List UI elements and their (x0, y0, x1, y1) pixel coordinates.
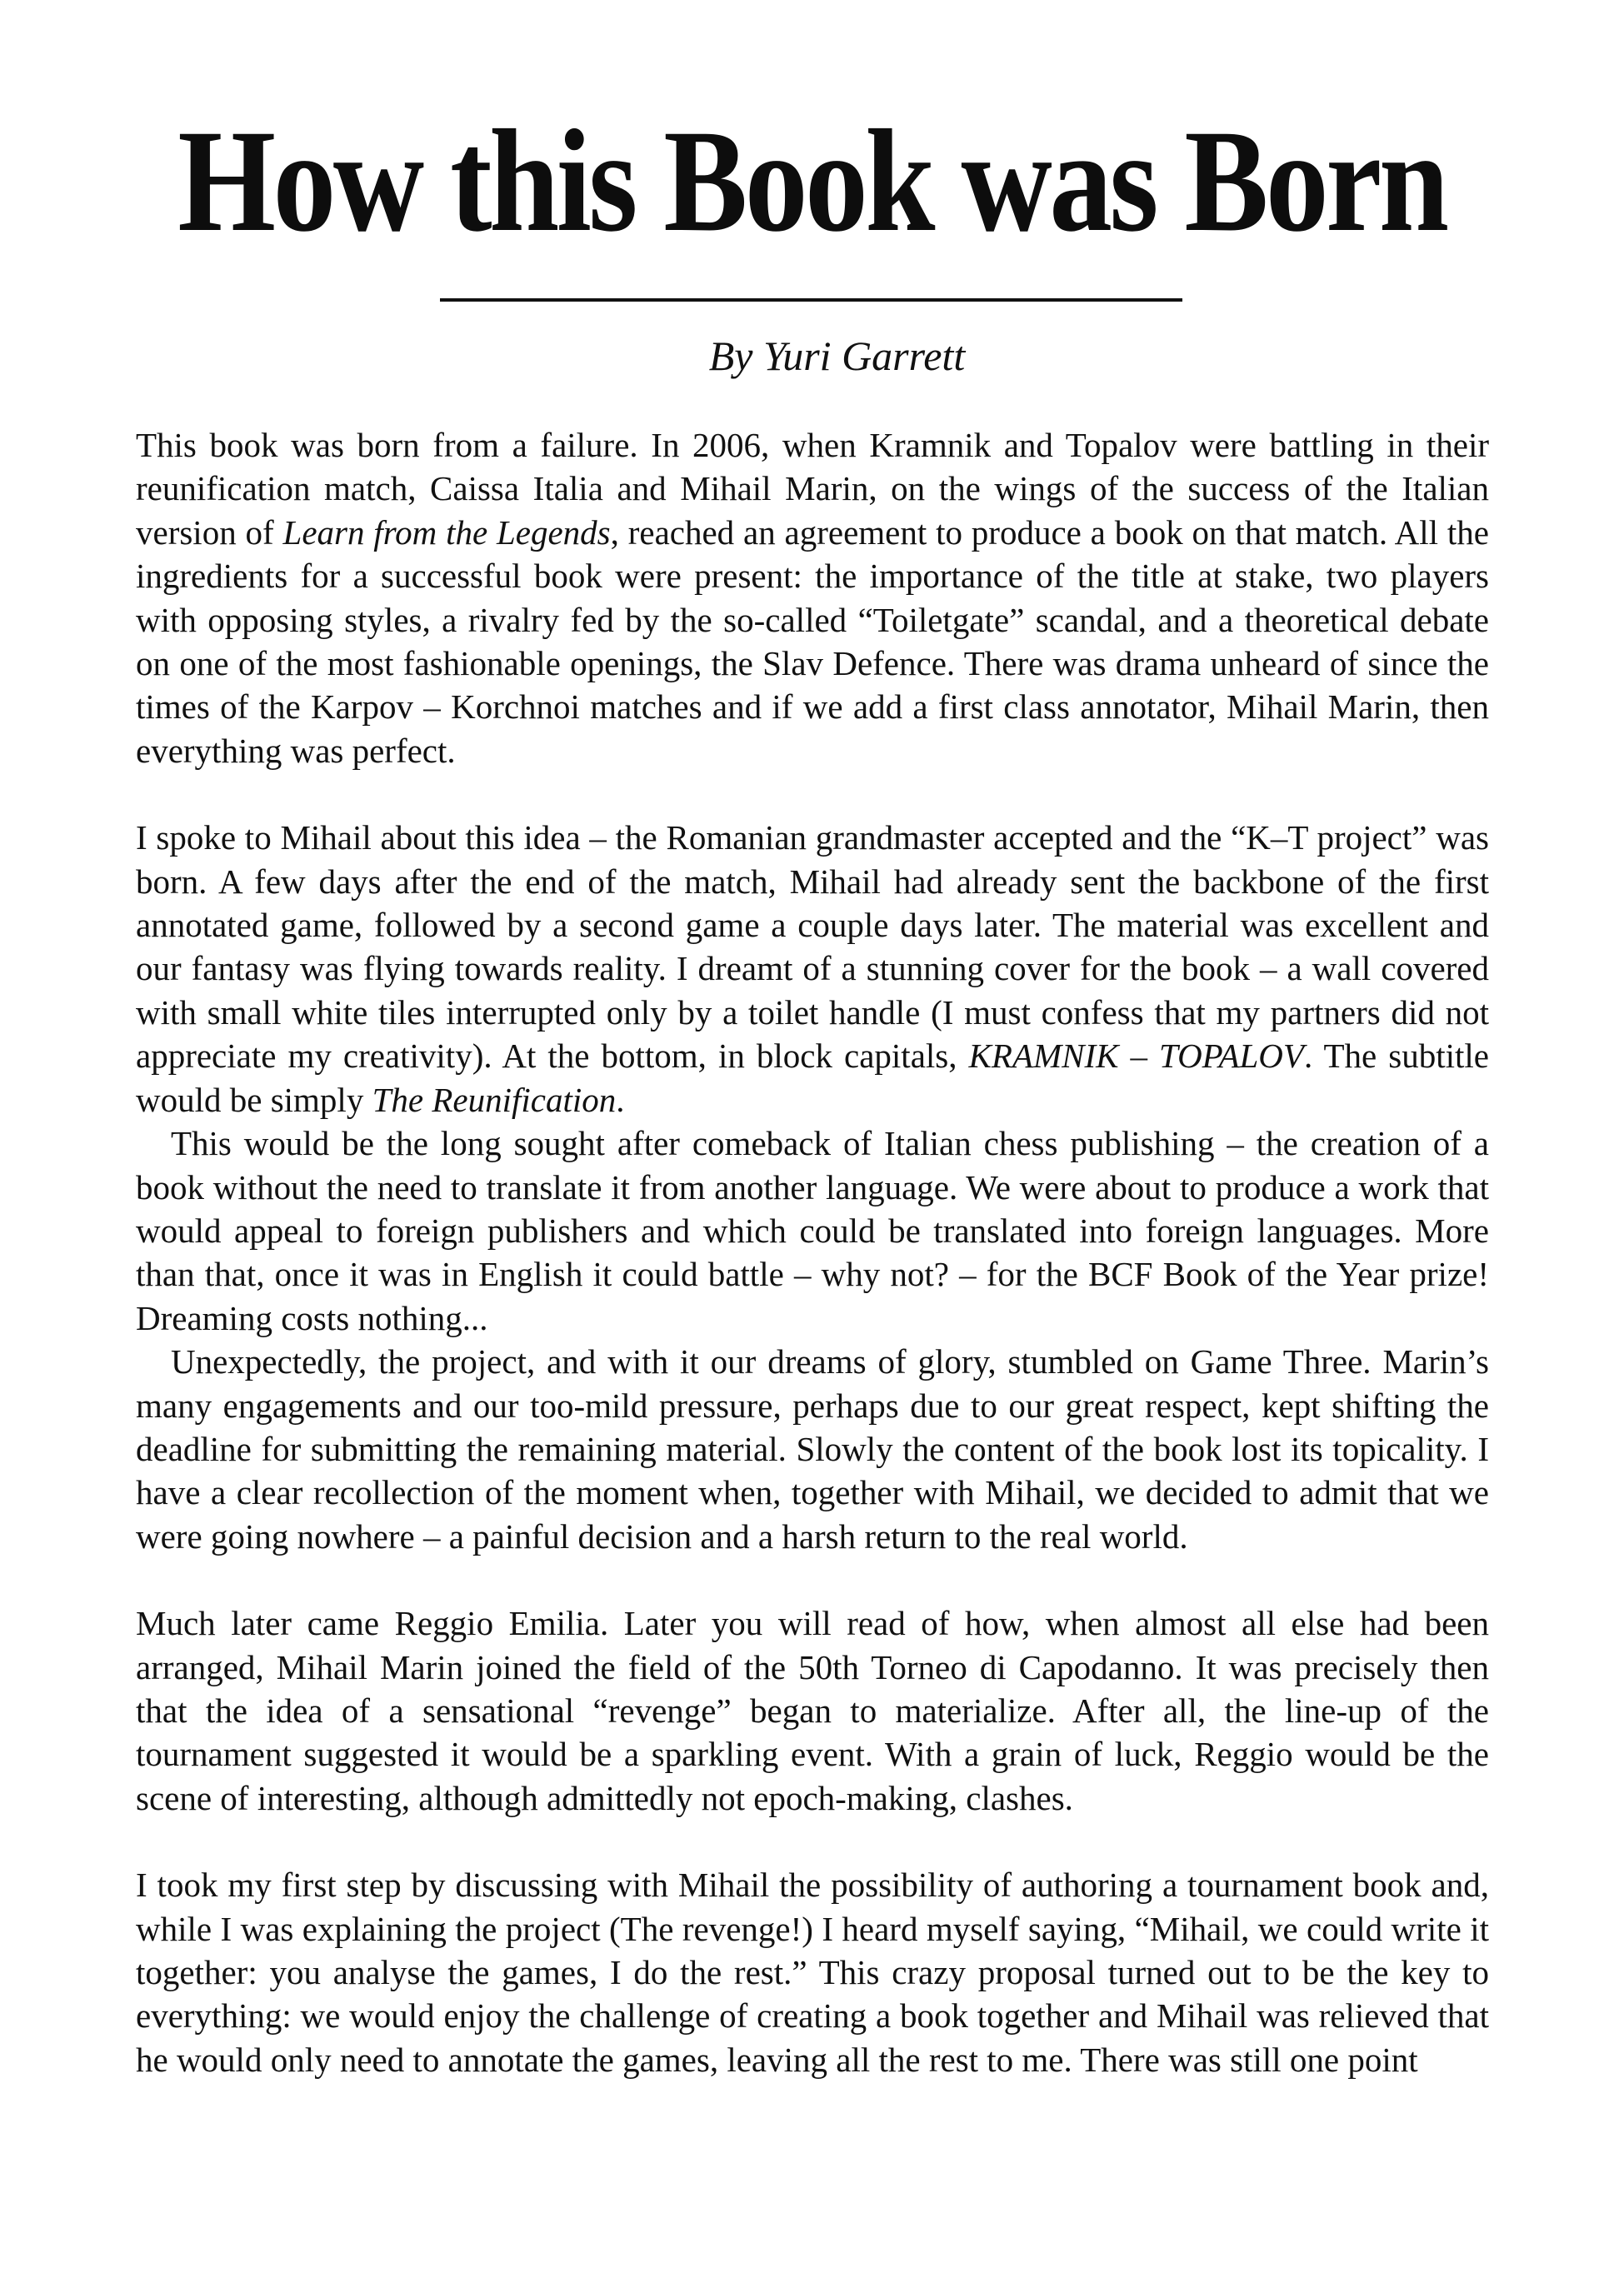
paragraph-text: , reached an agreement to produce a book on that match. All the ingredients for a successful book were present: the importance of the title at stake, two players with opposing styles, a rivalry fed by the so-called “Toiletgate” scandal, and a theoretical debate on one of the most fashionable openings, the Slav Defence. There was drama unheard of since the times of the Karpov – Korchnoi matches and if we add a first class annotator, Mihail Marin, then everything was perfect. (136, 512, 1489, 770)
paragraph (136, 816, 1489, 1122)
author-byline: By Yuri Garrett (708, 332, 966, 379)
paragraph (136, 1863, 1489, 2081)
paragraph-text: Much later came Reggio Emilia. Later you will read of how, when almost all else had been arranged, Mihail Marin joined the field of the 50th Torneo di Capodanno. It was precisely then that the idea of a sensational “revenge” began to materialize. After all, the line-up of the tournament suggested it would be a sparkling event. With a grain of luck, Reggio would be the scene of interesting, although admittedly not epoch-making, clashes. (136, 1604, 1489, 1817)
paragraph (136, 1122, 1489, 1340)
paragraph-text: I took my first step by discussing with Mihail the possibility of authoring a tournament book and, while I was explaining the project (The revenge!) I heard myself saying, “Mihail, we could write it together: you analyse the games, I do the rest.” This crazy proposal turned out to be the key to everything: we would enjoy the challenge of creating a book together and Mihail was relieved that he would only need to annotate the games, leaving all the rest to me. There was still one point (136, 1866, 1489, 2079)
paragraph-text: . (616, 1080, 625, 1119)
italic-title-text: The Reunification (372, 1080, 617, 1119)
paragraph-text: This would be the long sought after comeback of Italian chess publishing – the creation of a book without the need to translate it from another language. We were about to produce a work that would appeal to foreign publishers and which could be translated into foreign languages. More than that, once it was in English it could battle – why not? – for the BCF Book of the Year prize! Dreaming costs nothing... (136, 1124, 1489, 1337)
paragraph-text: I spoke to Mihail about this idea – the Romanian grandmaster accepted and the “K–T project” was born. A few days after the end of the match, Mihail had already sent the backbone of the first annotated game, followed by a second game a couple days later. The material was excellent and our fantasy was flying towards reality. I dreamt of a stunning cover for the book – a wall covered with small white tiles interrupted only by a toilet handle (I must confess that my partners did not appreciate my creativity). At the bottom, in block capitals, (136, 818, 1489, 1076)
italic-title-text: KRAMNIK – TOPALOV (968, 1037, 1304, 1076)
article-body (136, 423, 1489, 2081)
paragraph-text: . The subtitle would be simply (136, 1037, 1489, 1119)
paragraph-text: Unexpectedly, the project, and with it our dreams of glory, stumbled on Game Three. Marin’s many engagements and our too-mild pressure, perhaps due to our great respect, kept shifting the deadline for submitting the remaining material. Slowly the content of the book lost its topicality. I have a clear recollection of the moment when, together with Mihail, we decided to admit that we were going nowhere – a painful decision and a harsh return to the real world. (136, 1342, 1489, 1556)
paragraph-text: This book was born from a failure. In 2006, when Kramnik and Topalov were battling in their reunification match, Caissa Italia and Mihail Marin, on the wings of the success of the Italian version of (136, 426, 1489, 552)
italic-title-text: Learn from the Legends (282, 512, 611, 552)
paragraph (136, 1340, 1489, 1558)
paragraph (136, 1601, 1489, 1820)
paragraph (136, 423, 1489, 772)
page-title: How this Book was Born (177, 100, 1447, 262)
title-divider (440, 298, 1182, 302)
